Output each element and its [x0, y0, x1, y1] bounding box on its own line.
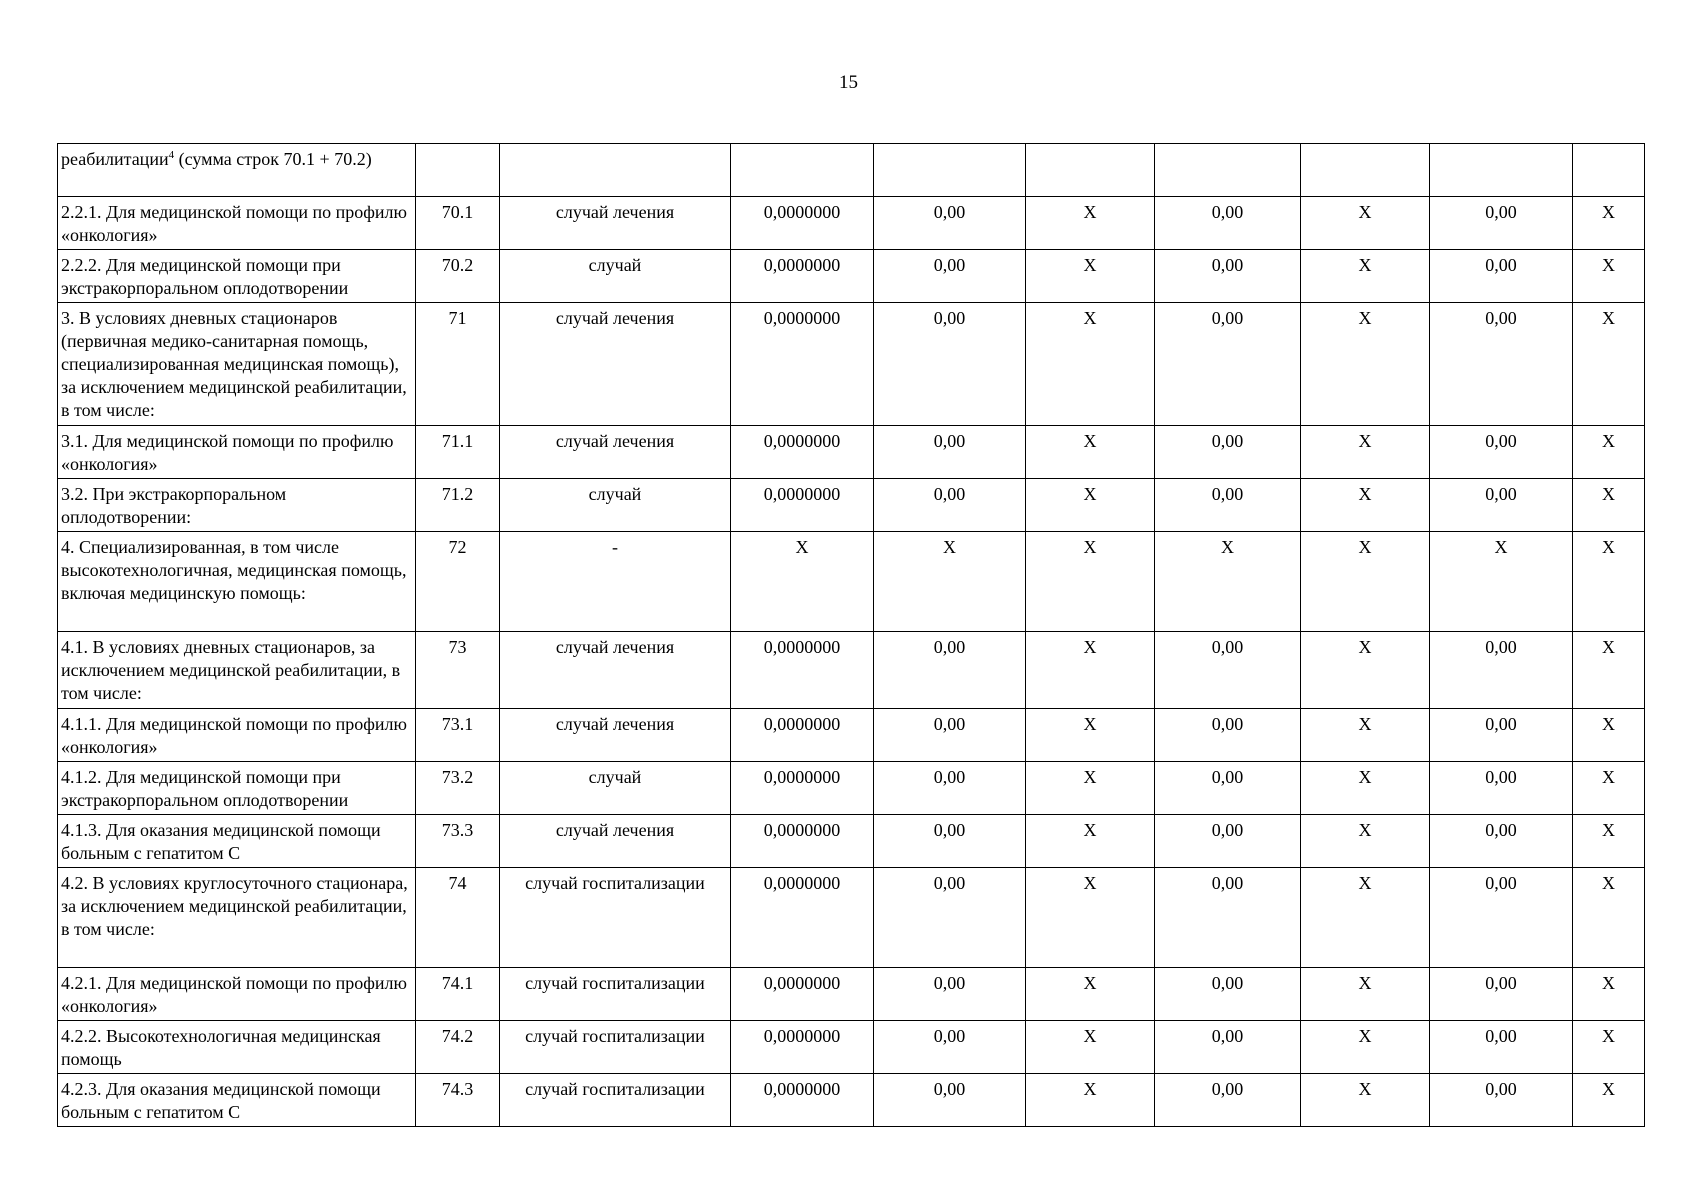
value-cell: 0,00: [1430, 303, 1573, 426]
row-unit-cell: случай госпитализации: [500, 1074, 731, 1127]
value-cell: 0,0000000: [731, 197, 874, 250]
value-cell: X: [1026, 479, 1155, 532]
value-cell: X: [1573, 632, 1645, 709]
row-code-cell: 74.1: [416, 968, 500, 1021]
value-cell: X: [1026, 1074, 1155, 1127]
value-cell: X: [1026, 868, 1155, 968]
value-cell: X: [1026, 709, 1155, 762]
value-cell: 0,00: [1155, 762, 1301, 815]
row-name-cell: 4.2.1. Для медицинской помощи по профилю «онкология»: [58, 968, 416, 1021]
value-cell: 0,00: [874, 479, 1026, 532]
row-name-cell: [58, 144, 416, 197]
value-cell: X: [1573, 868, 1645, 968]
value-cell: [1155, 144, 1301, 197]
table-row: [58, 303, 1645, 426]
value-cell: 0,00: [1155, 479, 1301, 532]
row-code-cell: 73.2: [416, 762, 500, 815]
table-row: [58, 479, 1645, 532]
row-name-cell: 4.1.1. Для медицинской помощи по профилю «онкология»: [58, 709, 416, 762]
value-cell: X: [1301, 303, 1430, 426]
value-cell: 0,0000000: [731, 968, 874, 1021]
row-code-cell: [416, 144, 500, 197]
value-cell: X: [1026, 250, 1155, 303]
value-cell: 0,00: [1155, 868, 1301, 968]
value-cell: X: [1301, 762, 1430, 815]
table-row: [58, 968, 1645, 1021]
row-unit-cell: случай: [500, 479, 731, 532]
table-row: [58, 144, 1645, 197]
value-cell: 0,00: [1430, 815, 1573, 868]
value-cell: X: [1573, 815, 1645, 868]
value-cell: X: [1301, 868, 1430, 968]
row-code-cell: 71: [416, 303, 500, 426]
value-cell: 0,00: [1155, 426, 1301, 479]
row-name-cell: 4.1.3. Для оказания медицинской помощи больным с гепатитом С: [58, 815, 416, 868]
value-cell: X: [874, 532, 1026, 632]
row-code-cell: 73.3: [416, 815, 500, 868]
value-cell: X: [1301, 532, 1430, 632]
row-name-cell: 4.2.3. Для оказания медицинской помощи больным с гепатитом С: [58, 1074, 416, 1127]
value-cell: 0,0000000: [731, 303, 874, 426]
value-cell: X: [1573, 762, 1645, 815]
value-cell: X: [1026, 532, 1155, 632]
row-unit-cell: случай лечения: [500, 815, 731, 868]
value-cell: 0,00: [1155, 709, 1301, 762]
row-name: реабилитации: [61, 149, 169, 169]
value-cell: X: [1573, 709, 1645, 762]
row-code-cell: 71.1: [416, 426, 500, 479]
value-cell: 0,00: [874, 1074, 1026, 1127]
table-row: [58, 1021, 1645, 1074]
value-cell: X: [1026, 968, 1155, 1021]
table-row: [58, 532, 1645, 632]
value-cell: X: [1026, 762, 1155, 815]
table-row: [58, 815, 1645, 868]
value-cell: X: [1301, 1074, 1430, 1127]
value-cell: [874, 144, 1026, 197]
table-row: [58, 1074, 1645, 1127]
row-code-cell: 74: [416, 868, 500, 968]
value-cell: 0,00: [1430, 709, 1573, 762]
row-code-cell: 70.2: [416, 250, 500, 303]
value-cell: 0,00: [874, 968, 1026, 1021]
table-row: [58, 762, 1645, 815]
value-cell: 0,0000000: [731, 709, 874, 762]
value-cell: 0,00: [874, 709, 1026, 762]
value-cell: 0,00: [874, 868, 1026, 968]
row-code-cell: 70.1: [416, 197, 500, 250]
value-cell: 0,00: [1430, 868, 1573, 968]
value-cell: X: [1301, 632, 1430, 709]
row-unit-cell: случай: [500, 250, 731, 303]
value-cell: 0,0000000: [731, 479, 874, 532]
value-cell: X: [731, 532, 874, 632]
value-cell: 0,00: [874, 1021, 1026, 1074]
row-name-cell: 4.2.2. Высокотехнологичная медицинская помощь: [58, 1021, 416, 1074]
value-cell: X: [1573, 532, 1645, 632]
table-row: [58, 197, 1645, 250]
value-cell: 0,0000000: [731, 1021, 874, 1074]
row-code-cell: 74.3: [416, 1074, 500, 1127]
value-cell: X: [1301, 197, 1430, 250]
value-cell: X: [1301, 479, 1430, 532]
table-row: [58, 250, 1645, 303]
value-cell: 0,00: [1430, 479, 1573, 532]
value-cell: 0,0000000: [731, 426, 874, 479]
value-cell: 0,00: [1430, 1021, 1573, 1074]
value-cell: X: [1301, 968, 1430, 1021]
row-unit-cell: случай лечения: [500, 197, 731, 250]
value-cell: 0,0000000: [731, 1074, 874, 1127]
value-cell: X: [1573, 479, 1645, 532]
data-table: [57, 143, 1645, 1127]
value-cell: 0,0000000: [731, 250, 874, 303]
value-cell: 0,0000000: [731, 762, 874, 815]
row-name-cell: 2.2.1. Для медицинской помощи по профилю «онкология»: [58, 197, 416, 250]
value-cell: 0,00: [1430, 426, 1573, 479]
value-cell: X: [1430, 532, 1573, 632]
value-cell: 0,00: [874, 815, 1026, 868]
footnote-marker: 4: [168, 149, 175, 161]
row-code-cell: 73.1: [416, 709, 500, 762]
table-row: [58, 426, 1645, 479]
value-cell: 0,0000000: [731, 868, 874, 968]
value-cell: 0,00: [1155, 815, 1301, 868]
value-cell: 0,0000000: [731, 815, 874, 868]
page-number: 15: [839, 72, 858, 93]
value-cell: X: [1026, 1021, 1155, 1074]
value-cell: 0,00: [1155, 250, 1301, 303]
row-unit-cell: [500, 144, 731, 197]
row-name-cell: 3. В условиях дневных стационаров (первичная медико-санитарная помощь, специализированная медицинская помощь), за исключением медицинской реабилитации, в том числе:: [58, 303, 416, 426]
row-name-cell: 4.1.2. Для медицинской помощи при экстракорпоральном оплодотворении: [58, 762, 416, 815]
value-cell: 0,00: [1430, 762, 1573, 815]
value-cell: X: [1301, 250, 1430, 303]
value-cell: [1573, 144, 1645, 197]
value-cell: 0,00: [874, 303, 1026, 426]
value-cell: 0,00: [1155, 1074, 1301, 1127]
row-name-cell: 4.1. В условиях дневных стационаров, за исключением медицинской реабилитации, в том числе:: [58, 632, 416, 709]
value-cell: 0,00: [874, 762, 1026, 815]
value-cell: X: [1301, 1021, 1430, 1074]
value-cell: 0,00: [874, 426, 1026, 479]
value-cell: X: [1301, 426, 1430, 479]
value-cell: X: [1026, 197, 1155, 250]
table-row: [58, 868, 1645, 968]
value-cell: X: [1573, 197, 1645, 250]
row-name-cell: 2.2.2. Для медицинской помощи при экстракорпоральном оплодотворении: [58, 250, 416, 303]
row-unit-cell: случай госпитализации: [500, 868, 731, 968]
row-name-cell: 3.1. Для медицинской помощи по профилю «онкология»: [58, 426, 416, 479]
value-cell: X: [1026, 426, 1155, 479]
value-cell: X: [1573, 426, 1645, 479]
value-cell: 0,00: [1430, 197, 1573, 250]
row-unit-cell: случай: [500, 762, 731, 815]
value-cell: 0,00: [1155, 632, 1301, 709]
value-cell: [731, 144, 874, 197]
value-cell: X: [1573, 1074, 1645, 1127]
value-cell: X: [1026, 815, 1155, 868]
row-name-continuation: (сумма строк 70.1 + 70.2): [174, 149, 372, 169]
row-code-cell: 72: [416, 532, 500, 632]
value-cell: X: [1573, 250, 1645, 303]
table-row: [58, 632, 1645, 709]
value-cell: 0,00: [1430, 632, 1573, 709]
row-name-cell: 4.2. В условиях круглосуточного стационара, за исключением медицинской реабилитации, в том числе:: [58, 868, 416, 968]
row-unit-cell: -: [500, 532, 731, 632]
row-unit-cell: случай лечения: [500, 632, 731, 709]
row-code-cell: 73: [416, 632, 500, 709]
value-cell: 0,00: [1155, 1021, 1301, 1074]
row-code-cell: 74.2: [416, 1021, 500, 1074]
value-cell: 0,00: [1430, 968, 1573, 1021]
value-cell: X: [1026, 632, 1155, 709]
row-name-cell: 3.2. При экстракорпоральном оплодотворении:: [58, 479, 416, 532]
value-cell: [1301, 144, 1430, 197]
value-cell: 0,00: [1155, 303, 1301, 426]
row-unit-cell: случай госпитализации: [500, 968, 731, 1021]
value-cell: 0,00: [1155, 968, 1301, 1021]
value-cell: [1430, 144, 1573, 197]
value-cell: 0,0000000: [731, 632, 874, 709]
row-unit-cell: случай лечения: [500, 426, 731, 479]
value-cell: X: [1301, 815, 1430, 868]
value-cell: X: [1573, 303, 1645, 426]
value-cell: X: [1026, 303, 1155, 426]
value-cell: X: [1155, 532, 1301, 632]
value-cell: 0,00: [1430, 250, 1573, 303]
value-cell: [1026, 144, 1155, 197]
row-unit-cell: случай госпитализации: [500, 1021, 731, 1074]
value-cell: 0,00: [874, 197, 1026, 250]
value-cell: X: [1573, 1021, 1645, 1074]
row-unit-cell: случай лечения: [500, 303, 731, 426]
value-cell: 0,00: [874, 250, 1026, 303]
value-cell: 0,00: [1155, 197, 1301, 250]
value-cell: 0,00: [874, 632, 1026, 709]
value-cell: X: [1301, 709, 1430, 762]
row-code-cell: 71.2: [416, 479, 500, 532]
table-row: [58, 709, 1645, 762]
value-cell: X: [1573, 968, 1645, 1021]
row-name-cell: 4. Специализированная, в том числе высокотехнологичная, медицинская помощь, включая медицинскую помощь:: [58, 532, 416, 632]
row-unit-cell: случай лечения: [500, 709, 731, 762]
value-cell: 0,00: [1430, 1074, 1573, 1127]
table-body: [58, 144, 1645, 1127]
